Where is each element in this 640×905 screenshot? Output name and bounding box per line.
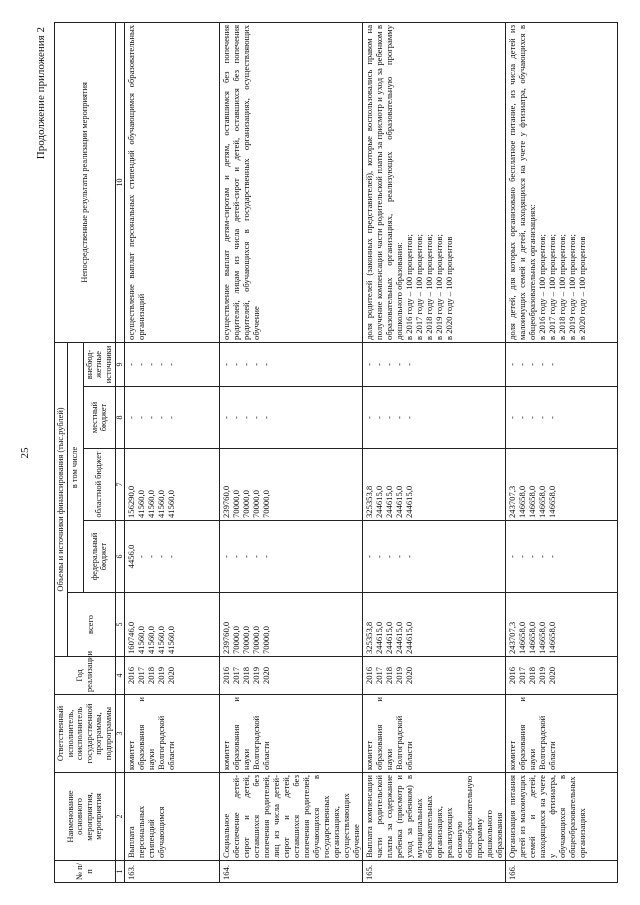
federal-cell-line: - (516, 555, 527, 558)
executor: комитет образования и науки Волгоградской области (505, 695, 617, 773)
regional-cell-line: 70000,0 (260, 490, 271, 518)
year-cell-line: 2020 (546, 666, 557, 685)
regional-cell-line: 41560,0 (155, 490, 166, 518)
regional-cell-line: 243707,3 (506, 485, 517, 518)
regional-cell (219, 449, 362, 521)
extra-cell-line: - (536, 363, 547, 366)
federal-cell (362, 521, 505, 593)
column-number: 9 (115, 342, 124, 386)
table-row (505, 22, 617, 882)
column-number: 4 (115, 657, 124, 695)
total-cell-line: 70000,0 (240, 626, 251, 654)
result-cell-line: осуществление выплат детям-сиротам и детям, оставшимся без попечения родителей, лицам из числа детей-сирот и детей, оставшихся без попечения родителей, обучающихся в государственных организациях, осуществляющих обучение (220, 24, 261, 340)
federal-cell-line: - (260, 555, 271, 558)
local-cell (124, 387, 219, 449)
federal-cell-line: - (536, 555, 547, 558)
federal-cell-line: 4456,0 (125, 544, 136, 569)
column-number: 5 (115, 593, 124, 657)
regional-cell-line: 41560,0 (145, 490, 156, 518)
federal-cell (124, 521, 219, 593)
regional-cell-line: 244615,0 (383, 485, 394, 518)
extra-cell-line: - (506, 363, 517, 366)
federal-cell-line: - (383, 555, 394, 558)
local-cell-line: - (230, 416, 241, 419)
extra-cell-line: - (363, 363, 374, 366)
extra-cell (124, 342, 219, 386)
extra-cell-line: - (403, 363, 414, 366)
result-cell (505, 22, 617, 342)
total-cell-line: 160746,0 (125, 621, 136, 654)
year-cell-line: 2018 (145, 666, 156, 685)
header-regional: областной бюджет (83, 449, 115, 521)
regional-cell-line: 146658,0 (516, 485, 527, 518)
federal-cell-line: - (145, 555, 156, 558)
year-cell-line: 2019 (393, 666, 404, 685)
total-cell-line: 41560,0 (165, 626, 176, 654)
header-result: Непосредственные результаты реализации мероприятия (55, 22, 116, 342)
total-cell-line: 146658,0 (546, 621, 557, 654)
federal-cell-line: - (506, 555, 517, 558)
executor: комитет образования и науки Волгоградской области (362, 695, 505, 773)
local-cell-line: - (373, 416, 384, 419)
federal-cell-line: - (230, 555, 241, 558)
result-cell-line: в 2020 году – 100 процентов (576, 236, 587, 340)
total-cell-line: 146658,0 (526, 621, 537, 654)
year-cell-line: 2020 (165, 666, 176, 685)
year-cell-line: 2016 (363, 666, 374, 685)
local-cell-line: - (250, 416, 261, 419)
result-cell-line: доля родителей (законных представителей), которые воспользовались правом на получение компенсации части родительской платы за присмотр и уход за ребенком в образовательных организациях, реализующих образовательную программу дошкольного образования: (363, 24, 404, 340)
local-cell-line: - (240, 416, 251, 419)
regional-cell-line: 70000,0 (250, 490, 261, 518)
year-cell-line: 2016 (125, 666, 136, 685)
result-cell-line: в 2018 году – 100 процентов; (423, 234, 434, 340)
federal-cell (219, 521, 362, 593)
column-number: 1 (115, 861, 124, 883)
federal-cell-line: - (393, 555, 404, 558)
result-cell-line: в 2017 году – 100 процентов; (413, 234, 424, 340)
local-cell-line: - (393, 416, 404, 419)
local-cell-line: - (145, 416, 156, 419)
result-cell-line: в 2016 году – 100 процентов; (536, 234, 547, 340)
local-cell-line: - (516, 416, 527, 419)
federal-cell (505, 521, 617, 593)
extra-cell-line: - (145, 363, 156, 366)
local-cell-line: - (260, 416, 271, 419)
total-cell-line: 243707,3 (506, 621, 517, 654)
extra-cell-line: - (383, 363, 394, 366)
activity-name: Социальное обеспечение детей-сирот и детей, оставшихся без попечения родителей, лиц из числа детей-сирот и детей, оставшихся без попечения родителей, обучающихся в государственных организациях, осуществляющих обучение (219, 773, 362, 861)
regional-cell-line: 146658,0 (526, 485, 537, 518)
rotated-page (14, 23, 624, 883)
total-cell-line: 41560,0 (155, 626, 166, 654)
total-cell-line: 146658,0 (516, 621, 527, 654)
result-cell (124, 22, 219, 342)
header-year: Год реализации (55, 657, 116, 695)
regional-cell (362, 449, 505, 521)
total-cell-line: 70000,0 (260, 626, 271, 654)
total-cell (219, 593, 362, 657)
extra-cell-line: - (220, 363, 231, 366)
page-number: 25 (19, 447, 31, 459)
extra-cell-line: - (526, 363, 537, 366)
total-cell-line: 146658,0 (536, 621, 547, 654)
total-cell-line: 239760,0 (220, 621, 231, 654)
result-cell-line: в 2016 году – 100 процентов; (403, 234, 414, 340)
federal-cell-line: - (135, 555, 146, 558)
total-cell-line: 244615,0 (383, 621, 394, 654)
row-number: 166. (505, 861, 617, 883)
header-local: местный бюджет (83, 387, 115, 449)
local-cell (219, 387, 362, 449)
federal-cell-line: - (403, 555, 414, 558)
regional-cell-line: 41560,0 (165, 490, 176, 518)
local-cell-line: - (363, 416, 374, 419)
local-cell-line: - (165, 416, 176, 419)
extra-cell (219, 342, 362, 386)
year-cell-line: 2017 (135, 666, 146, 685)
total-cell (124, 593, 219, 657)
column-number: 8 (115, 387, 124, 449)
federal-cell-line: - (526, 555, 537, 558)
regional-cell-line: 156290,0 (125, 485, 136, 518)
regional-cell-line: 146658,0 (546, 485, 557, 518)
regional-cell-line: 41560,0 (135, 490, 146, 518)
year-cell-line: 2018 (383, 666, 394, 685)
extra-cell-line: - (516, 363, 527, 366)
result-cell (219, 22, 362, 342)
total-cell-line: 244615,0 (373, 621, 384, 654)
federal-cell-line: - (373, 555, 384, 558)
local-cell-line: - (155, 416, 166, 419)
total-cell-line: 325353,8 (363, 621, 374, 654)
total-cell-line: 41560,0 (135, 626, 146, 654)
year-cell-line: 2019 (250, 666, 261, 685)
total-cell-line: 41560,0 (145, 626, 156, 654)
regional-cell (124, 449, 219, 521)
column-number: 3 (115, 695, 124, 773)
year-cell (124, 657, 219, 695)
local-cell (505, 387, 617, 449)
column-number: 10 (115, 22, 124, 342)
row-number: 164. (219, 861, 362, 883)
extra-cell-line: - (240, 363, 251, 366)
header-executor: Ответственный исполнитель, соисполнитель государственной программы, подпрограммы (55, 695, 116, 773)
regional-cell-line: 70000,0 (240, 490, 251, 518)
extra-cell-line: - (125, 363, 136, 366)
local-cell-line: - (125, 416, 136, 419)
year-cell-line: 2020 (403, 666, 414, 685)
result-cell-line: в 2019 году – 100 процентов; (566, 234, 577, 340)
extra-cell (505, 342, 617, 386)
federal-cell-line: - (165, 555, 176, 558)
result-cell-line: в 2018 году – 100 процентов; (556, 234, 567, 340)
column-number: 7 (115, 449, 124, 521)
result-cell-line: осуществление выплат персональных стипендий обучающимся образовательных организаций (125, 24, 146, 340)
regional-cell-line: 70000,0 (230, 490, 241, 518)
year-cell-line: 2017 (516, 666, 527, 685)
result-cell-line: в 2019 году – 100 процентов; (433, 234, 444, 340)
regional-cell-line: 146658,0 (536, 485, 547, 518)
table-row (219, 22, 362, 882)
total-cell (362, 593, 505, 657)
regional-cell-line: 325353,8 (363, 485, 374, 518)
year-cell-line: 2017 (230, 666, 241, 685)
total-cell (505, 593, 617, 657)
year-cell-line: 2019 (536, 666, 547, 685)
result-cell-line: в 2017 году – 100 процентов; (546, 234, 557, 340)
header-name: Наименование основного мероприятия, мероприятия (55, 773, 116, 861)
federal-cell-line: - (155, 555, 166, 558)
result-cell-line: в 2020 году – 100 процентов (443, 236, 454, 340)
total-cell-line: 70000,0 (250, 626, 261, 654)
extra-cell (362, 342, 505, 386)
year-cell (219, 657, 362, 695)
activity-name: Организация питания детей из малоимущих семей и детей, находящихся на учете у фтизиатра, обучающихся в общеобразовательных организациях (505, 773, 617, 861)
year-cell-line: 2017 (373, 666, 384, 685)
column-number: 6 (115, 521, 124, 593)
total-cell-line: 244615,0 (403, 621, 414, 654)
local-cell-line: - (526, 416, 537, 419)
column-number: 2 (115, 773, 124, 861)
year-cell (362, 657, 505, 695)
appendix-label: Продолжение приложения 2 (35, 27, 47, 160)
extra-cell-line: - (250, 363, 261, 366)
executor: комитет образования и науки Волгоградской области (124, 695, 219, 773)
table-body (124, 22, 617, 882)
result-cell (362, 22, 505, 342)
extra-cell-line: - (135, 363, 146, 366)
header-federal: федеральный бюджет (83, 521, 115, 593)
local-cell-line: - (135, 416, 146, 419)
header-total: всего (67, 593, 115, 657)
row-number: 165. (362, 861, 505, 883)
local-cell-line: - (506, 416, 517, 419)
regional-cell-line: 244615,0 (373, 485, 384, 518)
extra-cell-line: - (546, 363, 557, 366)
extra-cell-line: - (165, 363, 176, 366)
federal-cell-line: - (240, 555, 251, 558)
table-row (362, 22, 505, 882)
total-cell-line: 244615,0 (393, 621, 404, 654)
total-cell-line: 70000,0 (230, 626, 241, 654)
local-cell-line: - (536, 416, 547, 419)
header-no: № п/п (55, 861, 116, 883)
extra-cell-line: - (155, 363, 166, 366)
year-cell-line: 2019 (155, 666, 166, 685)
header-extra: внебюд-жетные источники (83, 342, 115, 386)
header-incl: в том числе (67, 342, 83, 592)
local-cell-line: - (220, 416, 231, 419)
federal-cell-line: - (250, 555, 261, 558)
federal-cell-line: - (220, 555, 231, 558)
year-cell-line: 2020 (260, 666, 271, 685)
result-cell-line: доля детей, для которых организовано бесплатное питание, из числа детей из малоимущих семей и детей, находящихся на учете у фтизиатра, обучающихся в общеобразовательных организациях: (506, 24, 537, 340)
year-cell-line: 2016 (506, 666, 517, 685)
regional-cell-line: 244615,0 (393, 485, 404, 518)
local-cell-line: - (403, 416, 414, 419)
regional-cell-line: 239760,0 (220, 485, 231, 518)
executor: комитет образования и науки Волгоградской области (219, 695, 362, 773)
year-cell-line: 2016 (220, 666, 231, 685)
table-row (124, 22, 219, 882)
regional-cell-line: 244615,0 (403, 485, 414, 518)
row-number: 163. (124, 861, 219, 883)
header-funding-group: Объемы и источники финансирования (тыс.рублей) (55, 342, 68, 656)
extra-cell-line: - (393, 363, 404, 366)
year-cell-line: 2018 (240, 666, 251, 685)
local-cell (362, 387, 505, 449)
regional-cell (505, 449, 617, 521)
year-cell-line: 2018 (526, 666, 537, 685)
local-cell-line: - (383, 416, 394, 419)
year-cell (505, 657, 617, 695)
federal-cell-line: - (546, 555, 557, 558)
activity-name: Выплата компенсации части родительской платы за содержание ребенка (присмотр и уход за ребенком) в муниципальных образовательных организациях, реализующих основную общеобразовательную программу дошкольного образования (362, 773, 505, 861)
activity-name: Выплата персональных стипендий обучающимся (124, 773, 219, 861)
local-cell-line: - (546, 416, 557, 419)
program-table (54, 22, 618, 883)
extra-cell-line: - (230, 363, 241, 366)
federal-cell-line: - (363, 555, 374, 558)
extra-cell-line: - (260, 363, 271, 366)
extra-cell-line: - (373, 363, 384, 366)
